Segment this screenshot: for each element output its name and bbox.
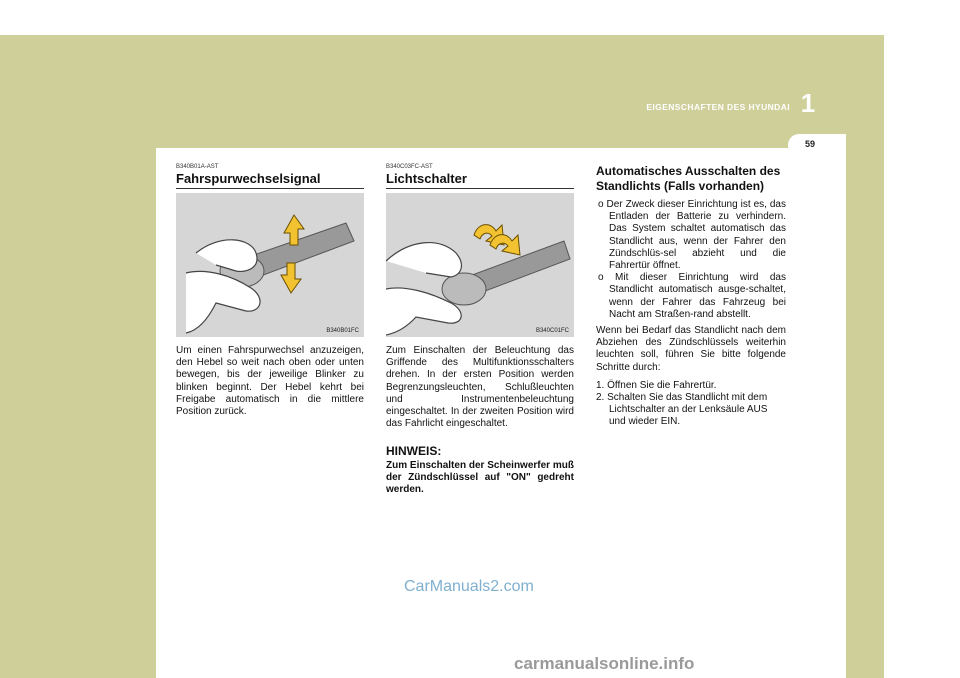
section-heading: Fahrspurwechselsignal (176, 171, 321, 186)
figure-code: B340C01FC (535, 328, 569, 334)
light-switch-text: Zum Einschalten der Beleuchtung das Griffende des Multifunktionsschalters drehen. In der ersten Position werden Begrenzungsleuchten, Schlußleuchten und Instrumentenbeleuchtung eingeschaltet. In der zweiten Position wird das Fahrlicht eingeschaltet. (386, 345, 574, 430)
section-heading: Automatisches Ausschalten des Standlichts (Falls vorhanden) (596, 164, 781, 193)
light-switch-figure (386, 193, 574, 337)
figure-code: B340B01FC (326, 328, 359, 334)
section-title: EIGENSCHAFTEN DES HYUNDAI (646, 102, 790, 112)
section-heading: Lichtschalter (386, 171, 467, 186)
column-turn-signal (176, 164, 364, 418)
page-number: 59 (804, 139, 815, 149)
note-text: Zum Einschalten der Scheinwerfer muß der Zündschlüssel auf "ON" gedreht werden. (386, 460, 574, 496)
watermark-online: carmanualsonline.info (514, 654, 695, 673)
turn-signal-lever-icon (176, 193, 364, 337)
list-item: 2. Schalten Sie das Standlicht mit dem Lichtschalter an der Lenksäule AUS und wieder EIN. (596, 392, 768, 428)
instruction-text: Wenn bei Bedarf das Standlicht nach dem Abziehen des Zündschlüssels weiterhin leuchten soll, führen Sie bitte folgende Schritte durch: (596, 325, 786, 373)
note-heading: HINWEIS: (386, 444, 442, 459)
turn-signal-figure (176, 193, 364, 337)
heading-rule (386, 188, 574, 189)
list-item: 1. Öffnen Sie die Fahrertür. (596, 379, 717, 391)
turn-signal-text: Um einen Fahrspurwechsel anzuzeigen, den Hebel so weit nach oben oder unten bewegen, bis der jeweilige Blinker zu blinken beginnt. Der Hebel kehrt bei Freigabe automatisch in die mittlere Position zurück. (176, 345, 364, 418)
watermark-carmanuals: CarManuals2.com (404, 578, 534, 595)
column-light-switch (386, 164, 574, 496)
light-switch-icon (386, 193, 574, 337)
section-code: B340C03FC-AST (386, 164, 433, 170)
list-item: o Mit dieser Einrichtung wird das Standlicht automatisch ausge-schaltet, wenn der Fahrer das Fahrzeug bei Nacht am Straßen-rand abstellt. (598, 272, 786, 320)
section-code: B340B01A-AST (176, 164, 219, 170)
column-auto-light-off (596, 164, 786, 429)
list-item: o Der Zweck dieser Einrichtung ist es, das Entladen der Batterie zu verhindern. Das System schaltet automatisch das Standlicht aus, wenn der Fahrer den Zündschlüs-sel abzieht und die Fahrertür öffnet. (598, 199, 786, 272)
heading-rule (176, 188, 364, 189)
chapter-number: 1 (800, 88, 816, 118)
